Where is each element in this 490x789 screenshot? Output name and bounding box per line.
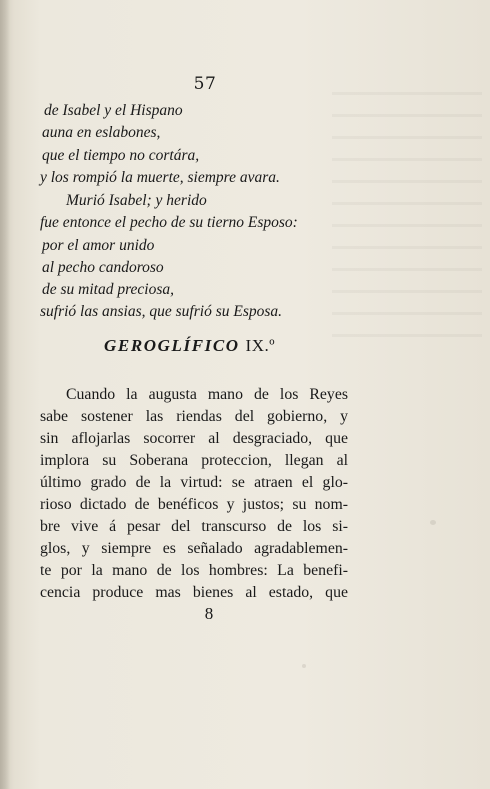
verse-line: al pecho candoroso <box>42 259 164 276</box>
verse-line: fue entonce el pecho de su tierno Esposo: <box>40 214 298 231</box>
paper-stain <box>302 664 306 668</box>
heading-numeral: IX.º <box>245 336 276 355</box>
heading-title: GEROGLÍFICO <box>104 336 240 355</box>
verse-line: sufrió las ansias, que sufrió su Esposa. <box>40 303 283 320</box>
verse-line: de Isabel y el Hispano <box>44 102 183 119</box>
show-through-bleed <box>332 92 482 352</box>
prose-line: bre vive á pesar del transcurso de los si- <box>40 518 348 535</box>
prose-line: último grado de la virtud: se atraen el glo- <box>40 474 348 491</box>
verse-line: Murió Isabel; y herido <box>66 192 207 209</box>
verse-line: y los rompió la muerte, siempre avara. <box>40 169 280 186</box>
verse-line: de su mitad preciosa, <box>42 281 175 298</box>
page-number: 57 <box>193 74 217 94</box>
signature-mark: 8 <box>204 604 214 623</box>
prose-line: sabe sostener las riendas del gobierno, y <box>40 408 348 425</box>
verse-line: auna en eslabones, <box>42 124 161 141</box>
prose-line: cencia produce mas bienes al estado, que <box>40 584 348 601</box>
verse-line: que el tiempo no cortára, <box>42 147 200 164</box>
prose-line: glos, y siempre es señalado agradablemen- <box>40 540 348 557</box>
section-heading <box>104 336 334 356</box>
prose-line: te por la mano de los hombres: La benefi- <box>40 562 348 579</box>
verse-line: por el amor unido <box>42 237 155 254</box>
prose-line: rioso dictado de benéficos y justos; su nom- <box>40 496 348 513</box>
prose-line: Cuando la augusta mano de los Reyes <box>66 386 348 403</box>
prose-line: sin aflojarlas socorrer al desgraciado, que <box>40 430 348 447</box>
paper-stain <box>430 520 436 525</box>
page-gutter-shadow <box>0 0 10 789</box>
prose-line: implora su Soberana proteccion, llegan al <box>40 452 348 469</box>
